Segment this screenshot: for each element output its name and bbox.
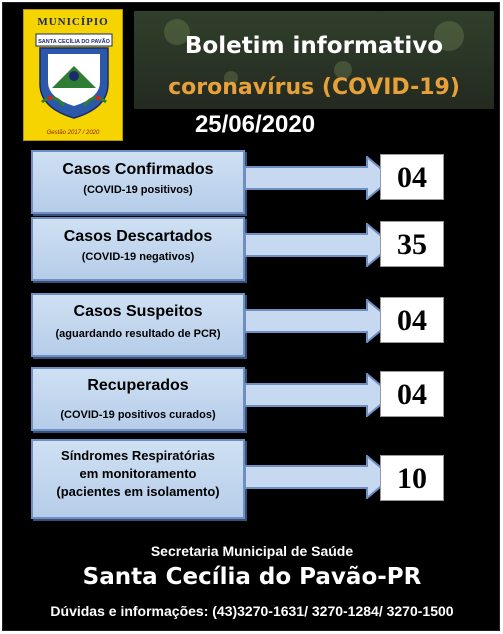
stat-subtitle: (COVID-19 negativos) [81, 251, 195, 263]
stat-value: 04 [380, 297, 444, 343]
arrow-right-icon [245, 156, 395, 200]
stat-title-line2: em monitoramento [79, 466, 197, 481]
stat-card [31, 367, 245, 431]
stat-subtitle: (aguardando resultado de PCR) [55, 328, 221, 340]
stat-subtitle: (COVID-19 positivos curados) [60, 409, 216, 421]
stat-row-discarded [31, 217, 493, 285]
header-subtitle: coronavírus (COVID-19) [168, 75, 460, 100]
stat-row-respiratory [31, 439, 493, 523]
municipality-logo [23, 9, 123, 141]
bulletin-date: 25/06/2020 [194, 111, 316, 138]
stat-card [31, 150, 245, 214]
footer-city: Santa Cecília do Pavão-PR [82, 564, 422, 590]
arrow-right-icon [245, 223, 395, 267]
stat-title: Recuperados [87, 377, 189, 394]
stat-subtitle: (COVID-19 positivos) [83, 184, 193, 196]
stat-row-confirmed [31, 150, 493, 218]
logo-name: SANTA CECÍLIA DO PAVÃO [38, 39, 110, 45]
stat-row-suspected [31, 293, 493, 361]
stat-value: 35 [380, 221, 444, 267]
stat-subtitle: (pacientes em isolamento) [56, 484, 220, 499]
header-title: Boletim informativo [184, 33, 444, 59]
arrow-right-icon [245, 373, 395, 417]
stat-card [31, 439, 245, 519]
footer-contact: Dúvidas e informações: (43)3270-1631/ 3270-1284/ 3270-1500 [50, 603, 454, 619]
stat-title: Casos Descartados [63, 228, 213, 245]
stat-value: 04 [380, 371, 444, 417]
stat-row-recovered [31, 367, 493, 435]
stat-value: 10 [380, 455, 444, 501]
logo-title: MUNICÍPIO [37, 16, 109, 28]
stat-card [31, 293, 245, 357]
stat-value: 04 [380, 154, 444, 200]
arrow-right-icon [245, 299, 395, 343]
bulletin-poster [2, 2, 500, 631]
coat-of-arms-icon [34, 32, 114, 120]
stat-title: Casos Suspeitos [73, 303, 203, 320]
footer-secretaria: Secretaria Municipal de Saúde [150, 543, 354, 559]
stat-title: Síndromes Respiratórias [61, 448, 215, 463]
stat-card [31, 217, 245, 281]
header-banner [134, 11, 494, 109]
arrow-right-icon [245, 455, 395, 499]
stat-title: Casos Confirmados [62, 161, 214, 178]
logo-gestao: Gestão 2017 / 2020 [46, 130, 100, 136]
